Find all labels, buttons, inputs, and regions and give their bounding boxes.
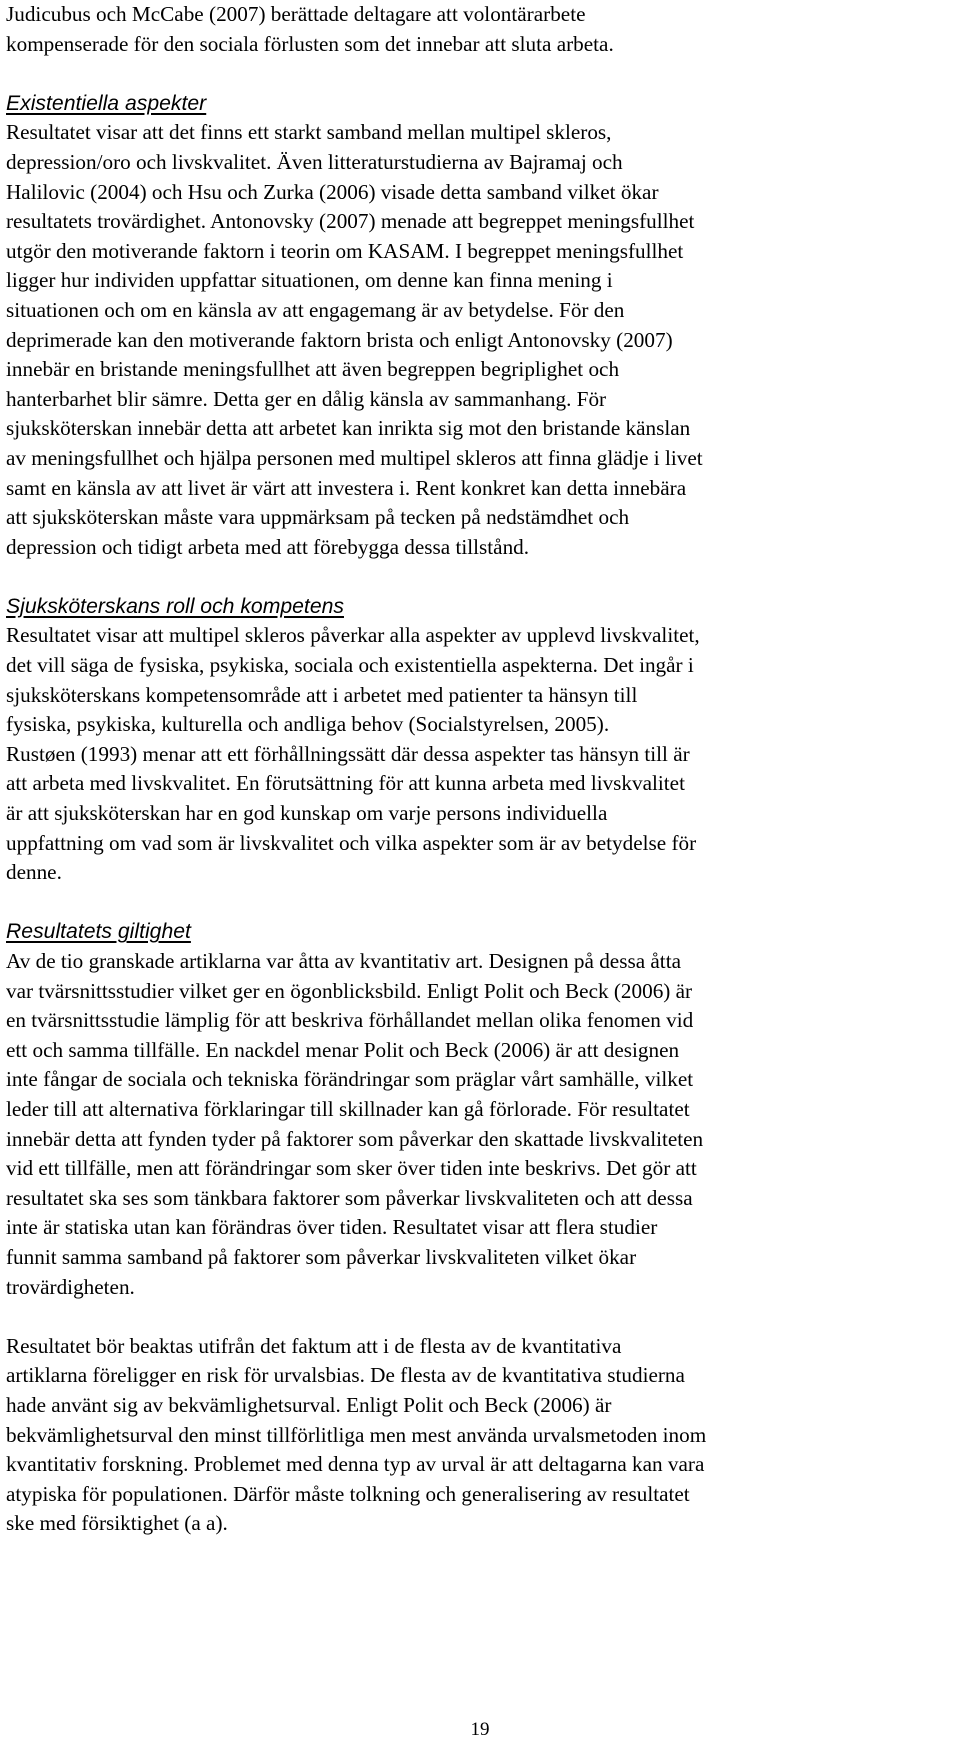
heading-resultatets-giltighet: Resultatets giltighet [6,920,191,944]
paragraph-giltighet-2: Resultatet bör beaktas utifrån det faktum att i de flesta av de kvantitativa artiklarna föreligger en risk för urvalsbias. De flesta av de kvantitativa studierna hade använt sig av bekvämlighetsurval. Enligt Polit och Beck (2006) är bekvämlighetsurval den minst tillförlitliga men mest använda urvalsmetoden inom kvantitativ forskning. Problemet med denna typ av urval är att deltagarna kan vara atypiska för populationen. Därför måste tolkning och generalisering av resultatet ske med försiktighet (a a). [6,1333,707,1536]
paragraph-roll: Resultatet visar att multipel skleros påverkar alla aspekter av upplevd livskvalitet, det vill säga de fysiska, psykiska, sociala och existentiella aspekterna. Det ingår i sjuksköterskans kompetensområde att i arbetet med patienter ta hänsyn till fysiska, psykiska, kulturella och andliga behov (Socialstyrelsen, 2005). Rustøen (1993) menar att ett förhållningssätt där dessa aspekter tas hänsyn till är att arbeta med livskvalitet. En förutsättning för att kunna arbeta med livskvalitet är att sjuksköterskan har en god kunskap om varje persons individuella uppfattning om vad som är livskvalitet och vilka aspekter som är av betydelse för denne. [6,623,700,885]
heading-existentiella-aspekter: Existentiella aspekter [6,91,207,115]
paragraph-giltighet-1: Av de tio granskade artiklarna var åtta av kvantitativ art. Designen på dessa åtta var tvärsnittsstudier vilket ger en ögonblicksbild. Enligt Polit och Beck (2006) är en tvärsnittsstudie lämplig för att beskriva förhållandet mellan olika fenomen vid ett och samma tillfälle. En nackdel menar Polit och Beck (2006) är att designen inte fångar de sociala och tekniska förändringar som präglar vårt samhälle, vilket leder till att alternativa förklaringar till skillnader kan gå förlorade. För resultatet innebär detta att fynden tyder på faktorer som påverkar den skattade livskvaliteten vid ett tillfälle, men att förändringar som sker över tiden inte beskrivs. Det gör att resultatet ska ses som tänkbara faktorer som påverkar livskvaliteten och att dessa inte är statiska utan kan förändras över tiden. Resultatet visar att flera studier funnit samma samband på faktorer som påverkar livskvaliteten vilket ökar trovärdigheten. [6,949,704,1299]
paragraph-spacer [6,1302,954,1332]
paragraph-existentiella: Resultatet visar att det finns ett starkt samband mellan multipel skleros, depression/oro och livskvalitet. Även litteraturstudierna av Bajramaj och Halilovic (2004) och Hsu och Zurka (2006) visade detta samband vilket ökar resultatets trovärdighet. Antonovsky (2007) menade att begreppet meningsfullhet utgör den motiverande faktorn i teorin om KASAM. I begreppet meningsfullhet ligger hur individen uppfattar situationen, om denne kan finna mening i situationen och om en känsla av att engagemang är av betydelse. För den deprimerade kan den motiverande faktorn brista och enligt Antonovsky (2007) innebär en bristande meningsfullhet att även begreppen begriplighet och hanterbarhet blir sämre. Detta ger en dålig känsla av sammanhang. För sjuksköterskan innebär detta att arbetet kan inrikta sig mot den bristande känslan av meningsfullhet och hjälpa personen med multipel skleros att finna glädje i livet samt en känsla av att livet är värt att investera i. Rent konkret kan detta innebära att sjuksköterskan måste vara uppmärksam på tecken på nedstämdhet och depression och tidigt arbeta med att förebygga dessa tillstånd. [6,120,703,559]
heading-sjukskoterskans-roll: Sjuksköterskans roll och kompetens [6,594,344,618]
document-page [6,0,954,1539]
paragraph-intro: Judicubus och McCabe (2007) berättade deltagare att volontärarbete kompenserade för den sociala förlusten som det innebar att sluta arbeta. [6,2,614,56]
paragraph-spacer [6,888,954,918]
paragraph-spacer [6,59,954,89]
paragraph-spacer [6,562,954,592]
page-number: 19 [470,1719,490,1740]
